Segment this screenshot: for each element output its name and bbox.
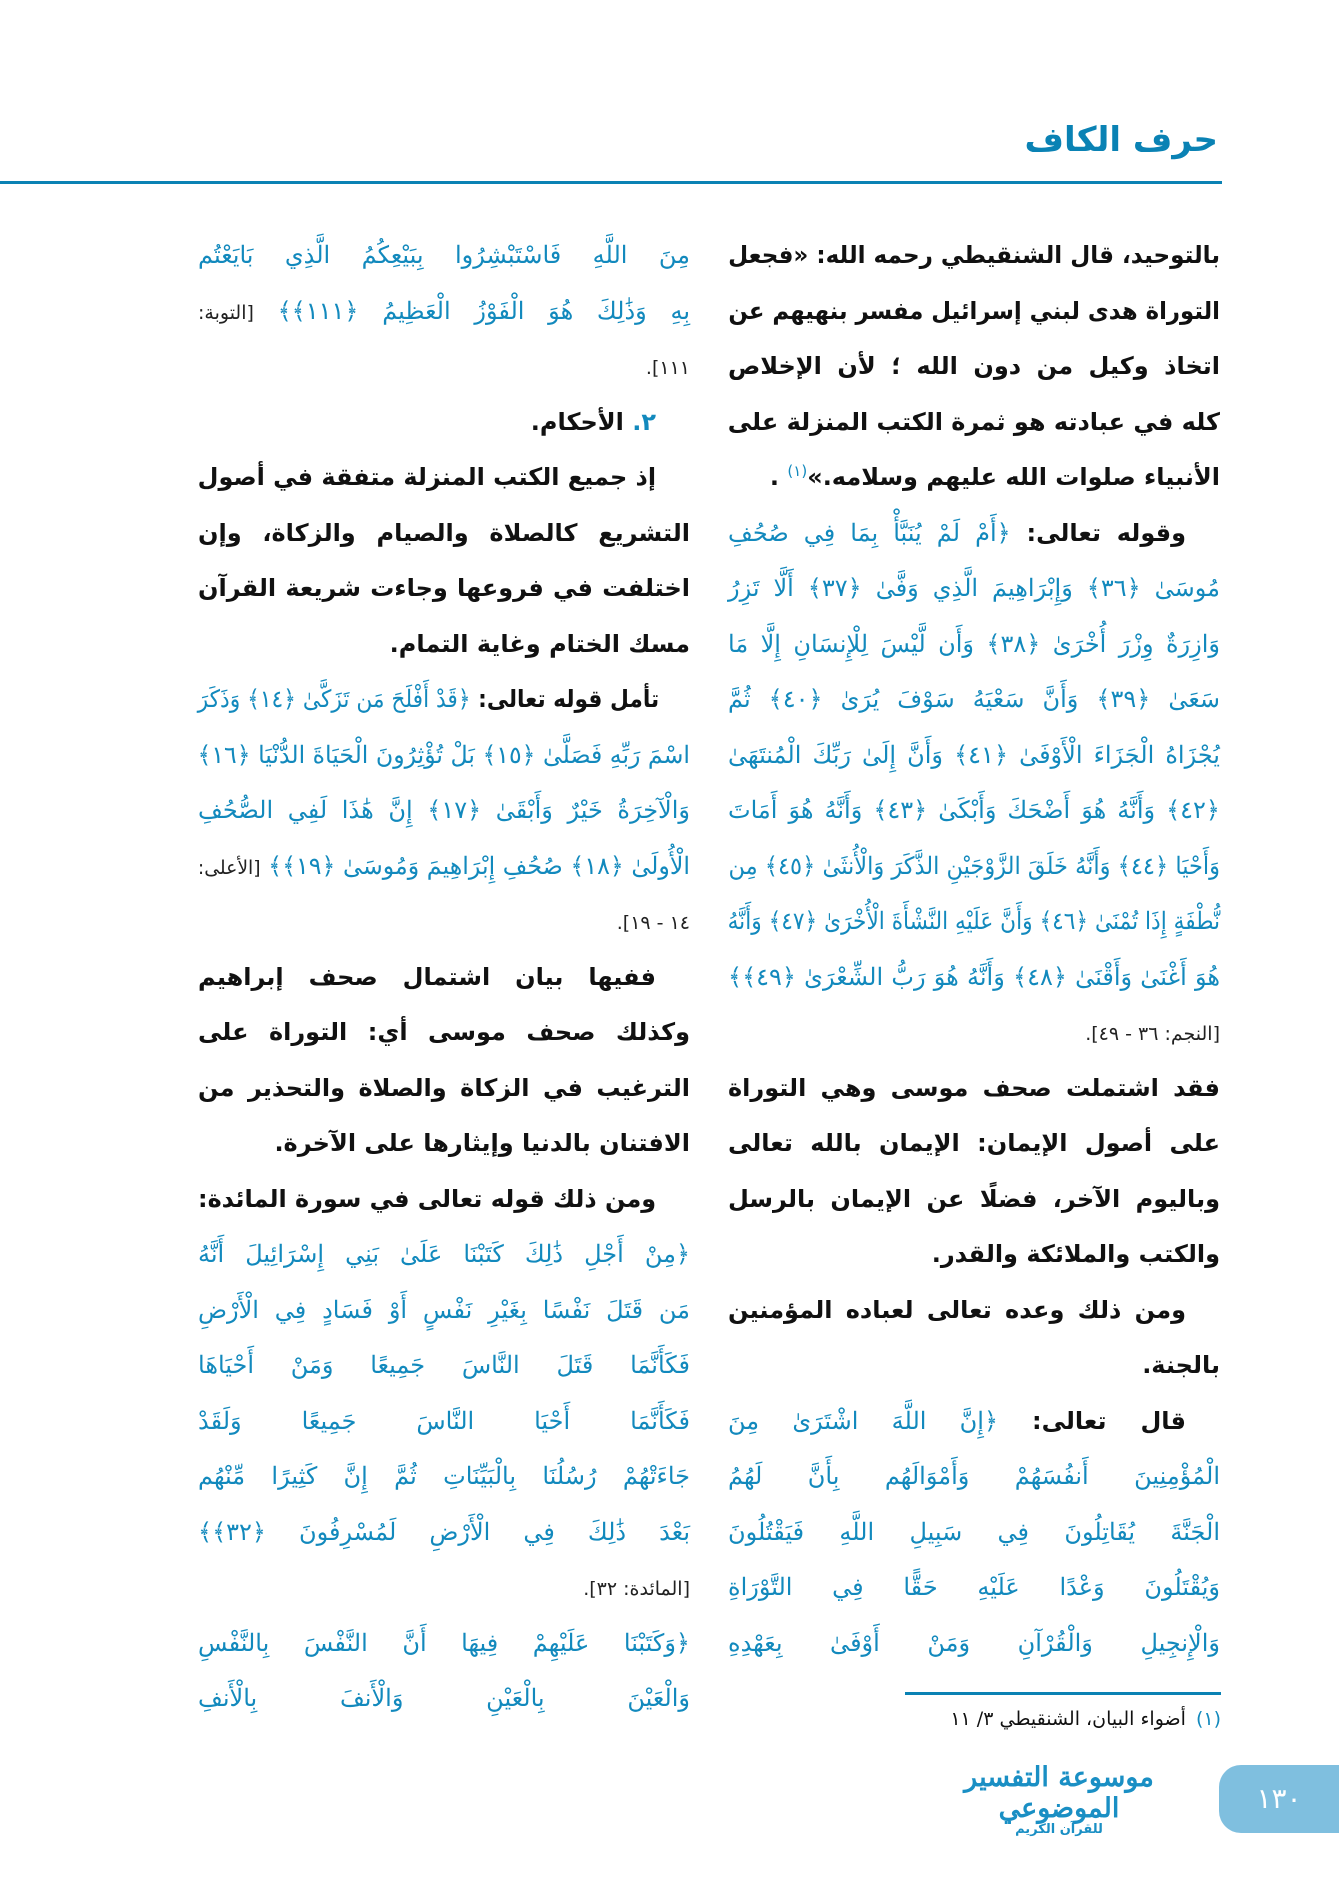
quran-verse: نُّطْفَةٍ إِذَا تُمْنَىٰ ﴿٤٦﴾ وَأَنَّ عَلَيْهِ النَّشْأَةَ الْأُخْرَىٰ ﴿٤٧﴾ وَأَنَّهُ (727, 907, 1220, 935)
quran-verse: ﴿وَكَتَبْنَا عَلَيْهِمْ فِيهَا أَنَّ النَّفْسَ بِالنَّفْسِ (198, 1628, 690, 1657)
text-line (198, 1116, 690, 1172)
text-line (728, 284, 1220, 340)
body-text: بالجنة. (1142, 1351, 1220, 1379)
text-line (198, 1061, 690, 1117)
page-number: ١٣٠ (1219, 1765, 1339, 1833)
quran-verse: وَيُقْتَلُونَ وَعْدًا عَلَيْهِ حَقًّا فِي التَّوْرَاةِ (728, 1573, 1220, 1601)
text-line (728, 728, 1220, 784)
quran-verse: وَالْإِنجِيلِ وَالْقُرْآنِ وَمَنْ أَوْفَىٰ بِعَهْدِهِ (728, 1628, 1220, 1657)
body-text: اتخاذ وكيل من دون الله ؛ لأن الإخلاص (728, 352, 1220, 380)
body-text: فقد اشتملت صحف موسى وهي التوراة (728, 1073, 1220, 1102)
text-line (198, 1338, 690, 1394)
body-text: قال تعالى: (998, 1406, 1186, 1435)
text-line (728, 1116, 1220, 1172)
verse-reference: [التوبة: (198, 301, 254, 324)
verse-reference: [الأعلى: (197, 856, 261, 879)
quran-verse: سَعَىٰ ﴿٣٩﴾ وَأَنَّ سَعْيَهُ سَوْفَ يُرَىٰ ﴿٤٠﴾ ثُمَّ (728, 685, 1221, 713)
text-line (728, 783, 1220, 839)
text-line (728, 1005, 1220, 1061)
text-line (728, 1394, 1220, 1450)
logo-subtitle: للقرآن الكريم (1015, 1822, 1103, 1837)
text-line (198, 894, 690, 950)
body-text: . (769, 463, 788, 491)
quran-verse: مَن قَتَلَ نَفْسًا بِغَيْرِ نَفْسٍ أَوْ فَسَادٍ فِي الْأَرْضِ (198, 1295, 690, 1324)
text-line (198, 1227, 690, 1283)
quran-verse: الْأُولَىٰ ﴿١٨﴾ صُحُفِ إِبْرَاهِيمَ وَمُوسَىٰ ﴿١٩﴾﴾ (260, 851, 690, 880)
body-text: وقوله تعالى: (1010, 518, 1186, 547)
text-line (728, 395, 1220, 451)
text-line (728, 1172, 1220, 1228)
text-line (728, 617, 1220, 673)
text-line (198, 395, 690, 451)
text-line (728, 839, 1220, 895)
left-column (198, 228, 690, 1727)
quran-verse: فَكَأَنَّمَا أَحْيَا النَّاسَ جَمِيعًا وَلَقَدْ (198, 1406, 690, 1435)
quran-verse: فَكَأَنَّمَا قَتَلَ النَّاسَ جَمِيعًا وَمَنْ أَحْيَاهَا (198, 1351, 690, 1379)
text-line (197, 839, 690, 895)
text-line (198, 284, 690, 340)
text-line (198, 228, 690, 284)
text-line (728, 228, 1220, 284)
text-line (728, 1338, 1220, 1394)
text-line (728, 1227, 1220, 1283)
body-text: ومن ذلك قوله تعالى في سورة المائدة: (198, 1184, 657, 1213)
quran-verse: ﴿أَمْ لَمْ يُنَبَّأْ بِمَا فِي صُحُفِ (728, 518, 1011, 547)
text-line (198, 561, 690, 617)
quran-verse: ﴿إِنَّ اللَّهَ اشْتَرَىٰ مِنَ (728, 1406, 999, 1435)
text-line (728, 1560, 1220, 1616)
text-line (198, 1394, 690, 1450)
right-column (728, 228, 1220, 1671)
body-text: تأمل قوله تعالى: (470, 685, 660, 713)
body-text: التشريع كالصلاة والصيام والزكاة، وإن (198, 518, 690, 547)
footnote-divider (905, 1692, 1221, 1695)
body-text: ومن ذلك وعده تعالى لعباده المؤمنين (728, 1295, 1186, 1324)
text-line (198, 1449, 690, 1505)
quran-verse: جَاءَتْهُمْ رُسُلُنَا بِالْبَيِّنَاتِ ثُمَّ إِنَّ كَثِيرًا مِّنْهُم (198, 1462, 690, 1490)
quran-verse: وَالْآخِرَةُ خَيْرٌ وَأَبْقَىٰ ﴿١٧﴾ إِنَّ هَٰذَا لَفِي الصُّحُفِ (198, 796, 690, 824)
text-line (728, 1505, 1220, 1561)
text-line (198, 783, 690, 839)
text-line (197, 728, 690, 784)
body-text: بالتوحيد، قال الشنقيطي رحمه الله: «فجعل (728, 241, 1220, 269)
quran-verse: مِنَ اللَّهِ فَاسْتَبْشِرُوا بِبَيْعِكُمُ الَّذِي بَايَعْتُم (198, 241, 690, 269)
text-line (200, 1172, 690, 1228)
footnote-number: (١) (1195, 1708, 1221, 1730)
body-text: الأنبياء صلوات الله عليهم وسلامه.» (807, 463, 1220, 491)
body-text: اختلفت في فروعها وجاءت شريعة القرآن (198, 574, 690, 602)
text-line (199, 450, 690, 506)
text-line (727, 894, 1220, 950)
verse-reference: [المائدة: ٣٢]. (583, 1578, 690, 1600)
quran-verse: وَازِرَةٌ وِزْرَ أُخْرَىٰ ﴿٣٨﴾ وَأَن لَّيْسَ لِلْإِنسَانِ إِلَّا مَا (728, 629, 1220, 658)
text-line (198, 1283, 690, 1339)
body-text: وباليوم الآخر، فضلًا عن الإيمان بالرسل (728, 1184, 1220, 1213)
encyclopedia-logo (935, 1762, 1183, 1837)
text-line (728, 1616, 1220, 1672)
body-text: الأحكام. (530, 407, 624, 436)
body-text: على أصول الإيمان: الإيمان بالله تعالى (728, 1129, 1220, 1157)
text-line (728, 450, 1220, 506)
text-line (728, 1449, 1220, 1505)
text-line (728, 672, 1220, 728)
body-text: وكذلك صحف موسى أي: التوراة على (198, 1018, 690, 1046)
quran-verse: بِهِ وَذَٰلِكَ هُوَ الْفَوْزُ الْعَظِيمُ ﴿١١١﴾﴾ (253, 296, 690, 325)
quran-verse: الْجَنَّةَ يُقَاتِلُونَ فِي سَبِيلِ اللَّهِ فَيَقْتُلُونَ (728, 1517, 1220, 1546)
body-text: ٢. (623, 407, 656, 436)
text-line (728, 506, 1220, 562)
text-line (198, 1505, 690, 1561)
quran-verse: ﴿قَدْ أَفْلَحَ مَن تَزَكَّىٰ ﴿١٤﴾ وَذَكَرَ (197, 685, 471, 713)
text-line (198, 950, 690, 1006)
text-line (728, 561, 1220, 617)
text-line (198, 617, 690, 673)
quran-verse: اسْمَ رَبِّهِ فَصَلَّىٰ ﴿١٥﴾ بَلْ تُؤْثِرُونَ الْحَيَاةَ الدُّنْيَا ﴿١٦﴾ (197, 740, 690, 769)
text-line (198, 1560, 690, 1616)
quran-verse: الْمُؤْمِنِينَ أَنفُسَهُمْ وَأَمْوَالَهُم بِأَنَّ لَهُمُ (728, 1462, 1220, 1490)
text-line (198, 1616, 690, 1672)
text-line (198, 1671, 690, 1727)
text-line (728, 339, 1220, 395)
body-text: كله في عبادته هو ثمرة الكتب المنزلة على (727, 407, 1220, 436)
quran-verse: ﴿مِنْ أَجْلِ ذَٰلِكَ كَتَبْنَا عَلَىٰ بَنِي إِسْرَائِيلَ أَنَّهُ (198, 1240, 690, 1268)
body-text: التوراة هدى لبني إسرائيل مفسر بنهيهم عن (728, 296, 1220, 325)
text-line (198, 339, 690, 395)
quran-verse: وَالْعَيْنَ بِالْعَيْنِ وَالْأَنفَ بِالْأَنفِ (198, 1684, 690, 1712)
quran-verse: وَأَحْيَا ﴿٤٤﴾ وَأَنَّهُ خَلَقَ الزَّوْجَيْنِ الذَّكَرَ وَالْأُنثَىٰ ﴿٤٥﴾ مِن (728, 851, 1220, 880)
verse-reference: [النجم: ٣٦ - ٤٩]. (1085, 1023, 1220, 1045)
logo-title: موسوعة التفسير الموضوعي (964, 1762, 1154, 1824)
text-line (198, 506, 690, 562)
text-line (728, 1061, 1220, 1117)
quran-verse: يُجْزَاهُ الْجَزَاءَ الْأَوْفَىٰ ﴿٤١﴾ وَأَنَّ إِلَىٰ رَبِّكَ الْمُنتَهَىٰ (728, 740, 1220, 769)
body-text: إذ جميع الكتب المنزلة متفقة في أصول (197, 463, 657, 491)
text-line (198, 1005, 690, 1061)
quran-verse: هُوَ أَغْنَىٰ وَأَقْنَىٰ ﴿٤٨﴾ وَأَنَّهُ هُوَ رَبُّ الشِّعْرَىٰ ﴿٤٩﴾﴾ (728, 962, 1220, 991)
verse-reference: ١٤ - ١٩]. (616, 912, 690, 934)
body-text: مسك الختام وغاية التمام. (389, 629, 690, 658)
footnote-marker: (١) (787, 462, 808, 480)
verse-reference: ١١١]. (645, 357, 690, 379)
body-text: والكتب والملائكة والقدر. (931, 1240, 1220, 1268)
text-line (728, 950, 1220, 1006)
quran-verse: بَعْدَ ذَٰلِكَ فِي الْأَرْضِ لَمُسْرِفُونَ ﴿٣٢﴾﴾ (198, 1517, 690, 1546)
text-line (197, 672, 690, 728)
footnote (950, 1708, 1221, 1730)
body-text: الترغيب في الزكاة والصلاة والتحذير من (198, 1073, 690, 1102)
quran-verse: ﴿٤٢﴾ وَأَنَّهُ هُوَ أَضْحَكَ وَأَبْكَىٰ ﴿٤٣﴾ وَأَنَّهُ هُوَ أَمَاتَ (728, 796, 1220, 824)
text-line (728, 1283, 1220, 1339)
quran-verse: مُوسَىٰ ﴿٣٦﴾ وَإِبْرَاهِيمَ الَّذِي وَفَّىٰ ﴿٣٧﴾ أَلَّا تَزِرُ (728, 574, 1220, 602)
body-text: الافتنان بالدنيا وإيثارها على الآخرة. (274, 1129, 690, 1157)
body-text: ففيها بيان اشتمال صحف إبراهيم (198, 962, 656, 991)
section-title: حرف الكاف (1024, 120, 1218, 160)
footnote-text: أضواء البيان، الشنقيطي ٣/ ١١ (950, 1708, 1186, 1730)
header-divider (0, 181, 1222, 184)
